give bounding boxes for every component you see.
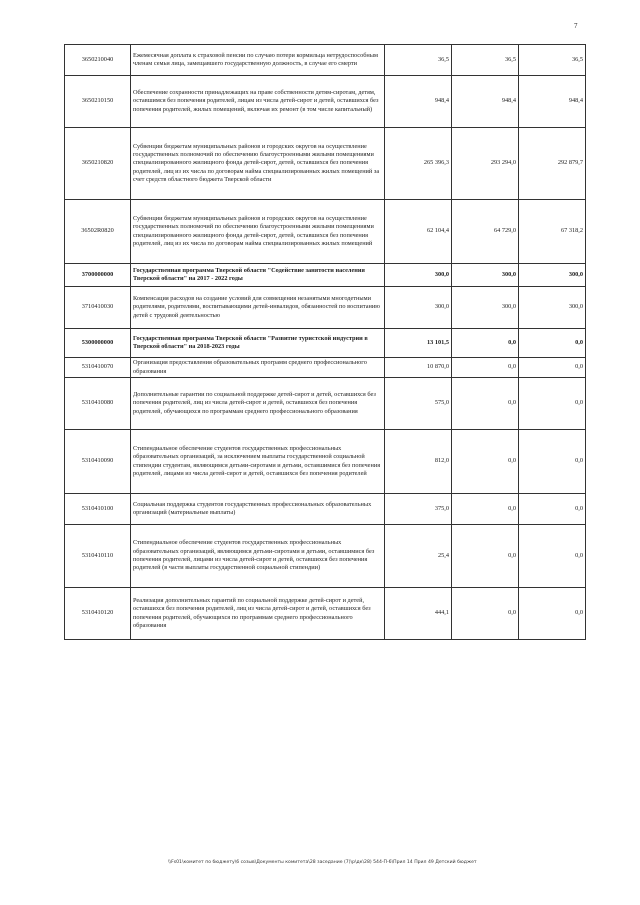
- row-value-1: 300,0: [385, 264, 452, 287]
- table-row: [65, 358, 586, 378]
- row-value-3: 67 318,2: [519, 200, 586, 264]
- row-code: 3700000000: [65, 264, 131, 287]
- row-value-2: 64 729,0: [452, 200, 519, 264]
- table-row: [65, 430, 586, 494]
- page-number: 7: [574, 22, 578, 30]
- row-value-1: 25,4: [385, 525, 452, 588]
- budget-table-body: [65, 45, 586, 640]
- row-value-1: 444,1: [385, 588, 452, 640]
- table-row: [65, 588, 586, 640]
- row-value-2: 293 294,0: [452, 128, 519, 200]
- row-value-3: 0,0: [519, 358, 586, 378]
- row-value-1: 812,0: [385, 430, 452, 494]
- row-name: Субвенции бюджетам муниципальных районов и городских округов на осуществление государственных полномочий по обеспечению благоустроенными жилыми помещениями специализированного жилищного фонда детей-сирот, детей, оставшихся без попечения родителей, лиц из их числа по договорам найма специализированных жилых помещений: [131, 200, 385, 264]
- row-value-1: 948,4: [385, 76, 452, 128]
- row-value-2: 0,0: [452, 494, 519, 525]
- row-code: 3650210820: [65, 128, 131, 200]
- row-value-2: 948,4: [452, 76, 519, 128]
- row-value-1: 13 101,5: [385, 329, 452, 358]
- row-value-3: 0,0: [519, 430, 586, 494]
- row-code: 5310410070: [65, 358, 131, 378]
- row-code: 5310410090: [65, 430, 131, 494]
- table-row: [65, 378, 586, 430]
- row-value-2: 0,0: [452, 430, 519, 494]
- row-value-3: 292 879,7: [519, 128, 586, 200]
- row-name: Организация предоставления образовательных программ среднего профессионального образования: [131, 358, 385, 378]
- table-row: [65, 264, 586, 287]
- budget-table: [64, 44, 586, 640]
- row-value-2: 0,0: [452, 358, 519, 378]
- row-value-3: 300,0: [519, 264, 586, 287]
- row-code: 36502R0820: [65, 200, 131, 264]
- row-name: Государственная программа Тверской области "Содействие занятости населения Тверской области" на 2017 - 2022 годы: [131, 264, 385, 287]
- row-value-2: 300,0: [452, 287, 519, 329]
- table-row: [65, 45, 586, 76]
- row-code: 5310410110: [65, 525, 131, 588]
- row-value-2: 0,0: [452, 378, 519, 430]
- row-value-3: 0,0: [519, 378, 586, 430]
- row-value-2: 0,0: [452, 525, 519, 588]
- row-code: 3650210150: [65, 76, 131, 128]
- row-name: Компенсация расходов на создание условий для совмещения незанятыми многодетными родителями, родителями, воспитывающими детей-инвалидов, обязанностей по воспитанию детей с трудовой деятельностью: [131, 287, 385, 329]
- row-code: 5310410120: [65, 588, 131, 640]
- row-value-1: 265 396,3: [385, 128, 452, 200]
- row-value-1: 36,5: [385, 45, 452, 76]
- row-name: Ежемесячная доплата к страховой пенсии по случаю потери кормильца нетрудоспособным членам семьи лица, замещавшего государственную должность, в случае его смерти: [131, 45, 385, 76]
- row-value-2: 36,5: [452, 45, 519, 76]
- table-row: [65, 76, 586, 128]
- table-row: [65, 525, 586, 588]
- row-name: Субвенции бюджетам муниципальных районов и городских округов на осуществление государственных полномочий по обеспечению благоустроенными жилыми помещениями специализированного жилищного фонда детей-сирот, детей, оставшихся без попечения родителей, лиц из их числа по договорам найма специализированных жилых помещений за счет средств областного бюджета Тверской области: [131, 128, 385, 200]
- table-row: [65, 494, 586, 525]
- row-value-1: 62 104,4: [385, 200, 452, 264]
- table-row: [65, 200, 586, 264]
- row-code: 5300000000: [65, 329, 131, 358]
- row-value-3: 948,4: [519, 76, 586, 128]
- row-name: Дополнительные гарантии по социальной поддержке детей-сирот и детей, оставшихся без попечения родителей, лиц из числа детей-сирот и детей, оставшихся без попечения родителей, обучающихся по программам среднего профессионального образования: [131, 378, 385, 430]
- row-value-3: 0,0: [519, 329, 586, 358]
- table-row: [65, 329, 586, 358]
- row-code: 3650210040: [65, 45, 131, 76]
- row-name: Стипендиальное обеспечение студентов государственных профессиональных образовательных организаций, за исключением выплаты государственной социальной стипендии студентам, являющимся детьми-сиротами и детьми, оставшимися без попечения родителей, лицами из числа детей-сирот и детей, оставшихся без попечения родителей: [131, 430, 385, 494]
- table-row: [65, 128, 586, 200]
- row-value-2: 0,0: [452, 588, 519, 640]
- row-value-2: 300,0: [452, 264, 519, 287]
- row-name: Государственная программа Тверской области "Развитие туристской индустрии в Тверской области" на 2018-2023 годы: [131, 329, 385, 358]
- file-path-footer: \\Fs01\комитет по бюджету\6 созыв\Документы комитета\28 заседание (7)\p\дк\28) 544-П-6\Прил 14 Прил 49 Детский бюджет: [168, 860, 477, 865]
- row-value-3: 0,0: [519, 494, 586, 525]
- row-code: 3710410030: [65, 287, 131, 329]
- row-value-1: 300,0: [385, 287, 452, 329]
- row-value-2: 0,0: [452, 329, 519, 358]
- row-code: 5310410080: [65, 378, 131, 430]
- row-value-3: 0,0: [519, 588, 586, 640]
- row-name: Социальная поддержка студентов государственных профессиональных образовательных организаций (материальные выплаты): [131, 494, 385, 525]
- row-value-1: 575,0: [385, 378, 452, 430]
- row-name: Обеспечение сохранности принадлежащих на праве собственности детям-сиротам, детям, оставшимся без попечения родителей, лицам из числа детей-сирот и детей, оставшихся без попечения родителей, жилых помещений, включая их ремонт (в том числе капитальный): [131, 76, 385, 128]
- row-value-1: 375,0: [385, 494, 452, 525]
- table-row: [65, 287, 586, 329]
- row-value-3: 300,0: [519, 287, 586, 329]
- row-code: 5310410100: [65, 494, 131, 525]
- row-name: Стипендиальное обеспечение студентов государственных профессиональных образовательных организаций, являющимся детьми-сиротами и детьми, оставшимися без попечения родителей, лицами из числа детей-сирот и детей, оставшихся без попечения родителей (в части выплаты государственной социальной стипендии): [131, 525, 385, 588]
- row-value-3: 0,0: [519, 525, 586, 588]
- row-value-3: 36,5: [519, 45, 586, 76]
- row-value-1: 10 870,0: [385, 358, 452, 378]
- row-name: Реализация дополнительных гарантий по социальной поддержке детей-сирот и детей, оставшихся без попечения родителей, лиц из числа детей-сирот и детей, оставшихся без попечения родителей, обучающихся по программам среднего профессионального образования: [131, 588, 385, 640]
